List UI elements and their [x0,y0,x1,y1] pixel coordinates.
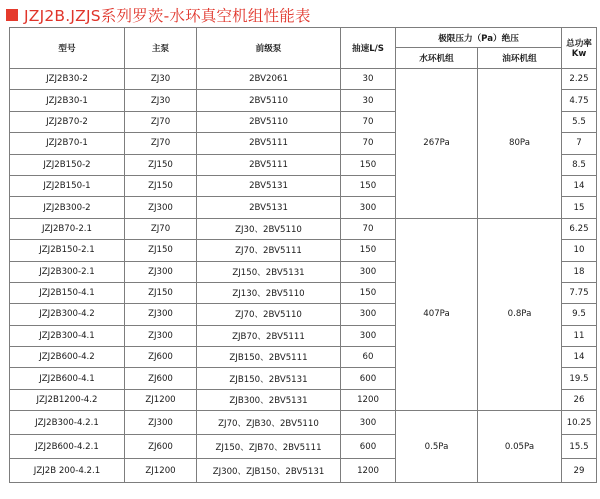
cell-model: JZJ2B30-1 [10,90,125,111]
cell-main-pump: ZJ70 [125,218,197,239]
cell-total-power: 8.5 [562,154,597,175]
cell-speed: 60 [341,347,396,368]
cell-speed: 70 [341,111,396,132]
table-row [10,218,597,239]
cell-main-pump: ZJ30 [125,69,197,90]
cell-model: JZJ2B70-2.1 [10,218,125,239]
cell-backing-pump: 2BV5131 [197,175,341,196]
cell-backing-pump: 2BV2061 [197,69,341,90]
header-power-unit: Kw [571,49,587,59]
cell-total-power: 10 [562,240,597,261]
cell-main-pump: ZJ30 [125,90,197,111]
title-bar [6,4,311,26]
cell-speed: 300 [341,304,396,325]
cell-model: JZJ2B300-4.2 [10,304,125,325]
cell-model: JZJ2B600-4.1 [10,368,125,389]
cell-total-power: 29 [562,459,597,483]
cell-speed: 30 [341,90,396,111]
cell-speed: 300 [341,411,396,435]
cell-backing-pump: 2BV5111 [197,154,341,175]
cell-total-power: 5.5 [562,111,597,132]
cell-main-pump: ZJ150 [125,240,197,261]
header-total-power-label: 总功率 [566,39,592,49]
cell-total-power: 19.5 [562,368,597,389]
cell-total-power: 10.25 [562,411,597,435]
cell-total-power: 14 [562,347,597,368]
cell-main-pump: ZJ150 [125,154,197,175]
cell-speed: 600 [341,435,396,459]
header-model: 型号 [10,28,125,69]
header-ultimate-pressure: 极限压力（Pa）绝压 [396,28,562,48]
cell-model: JZJ2B300-4.1 [10,325,125,346]
cell-speed: 70 [341,133,396,154]
cell-backing-pump: ZJ70、2BV5111 [197,240,341,261]
cell-main-pump: ZJ300 [125,261,197,282]
cell-main-pump: ZJ600 [125,435,197,459]
cell-speed: 30 [341,69,396,90]
cell-backing-pump: ZJ130、2BV5110 [197,282,341,303]
cell-water-ring-pressure: 0.5Pa [396,411,478,483]
cell-speed: 150 [341,175,396,196]
cell-speed: 300 [341,261,396,282]
cell-model: JZJ2B300-2.1 [10,261,125,282]
cell-total-power: 18 [562,261,597,282]
cell-total-power: 14 [562,175,597,196]
header-total-power [562,28,597,69]
cell-total-power: 7 [562,133,597,154]
table-row [10,411,597,435]
cell-model: JZJ2B70-1 [10,133,125,154]
cell-total-power: 26 [562,389,597,410]
cell-model: JZJ2B300-4.2.1 [10,411,125,435]
title-marker-icon [6,9,18,21]
cell-backing-pump: ZJB300、2BV5131 [197,389,341,410]
table-body [10,69,597,483]
cell-oil-ring-pressure: 0.8Pa [478,218,562,411]
cell-model: JZJ2B300-2 [10,197,125,218]
cell-water-ring-pressure: 267Pa [396,69,478,219]
cell-main-pump: ZJ1200 [125,389,197,410]
cell-total-power: 9.5 [562,304,597,325]
cell-main-pump: ZJ300 [125,304,197,325]
cell-model: JZJ2B150-2.1 [10,240,125,261]
cell-total-power: 2.25 [562,69,597,90]
cell-model: JZJ2B30-2 [10,69,125,90]
cell-main-pump: ZJ300 [125,325,197,346]
cell-model: JZJ2B150-4.1 [10,282,125,303]
cell-main-pump: ZJ600 [125,347,197,368]
cell-total-power: 6.25 [562,218,597,239]
cell-backing-pump: ZJ30、2BV5110 [197,218,341,239]
cell-main-pump: ZJ70 [125,111,197,132]
cell-backing-pump: ZJB150、2BV5111 [197,347,341,368]
cell-main-pump: ZJ600 [125,368,197,389]
cell-backing-pump: 2BV5110 [197,90,341,111]
cell-backing-pump: ZJB70、2BV5111 [197,325,341,346]
header-main-pump: 主泵 [125,28,197,69]
cell-backing-pump: ZJ150、ZJB70、2BV5111 [197,435,341,459]
cell-speed: 1200 [341,389,396,410]
cell-main-pump: ZJ70 [125,133,197,154]
cell-total-power: 4.75 [562,90,597,111]
cell-oil-ring-pressure: 0.05Pa [478,411,562,483]
cell-backing-pump: ZJB150、2BV5131 [197,368,341,389]
cell-backing-pump: 2BV5111 [197,133,341,154]
cell-model: JZJ2B 200-4.2.1 [10,459,125,483]
cell-speed: 300 [341,325,396,346]
cell-model: JZJ2B1200-4.2 [10,389,125,410]
cell-model: JZJ2B600-4.2.1 [10,435,125,459]
cell-backing-pump: ZJ300、ZJB150、2BV5131 [197,459,341,483]
cell-model: JZJ2B150-2 [10,154,125,175]
cell-speed: 70 [341,218,396,239]
table-row [10,69,597,90]
cell-oil-ring-pressure: 80Pa [478,69,562,219]
cell-backing-pump: ZJ150、2BV5131 [197,261,341,282]
header-oil-ring: 油环机组 [478,48,562,69]
cell-main-pump: ZJ300 [125,411,197,435]
cell-water-ring-pressure: 407Pa [396,218,478,411]
cell-speed: 150 [341,240,396,261]
cell-speed: 600 [341,368,396,389]
cell-speed: 300 [341,197,396,218]
cell-backing-pump: 2BV5131 [197,197,341,218]
cell-total-power: 15 [562,197,597,218]
cell-main-pump: ZJ1200 [125,459,197,483]
cell-total-power: 15.5 [562,435,597,459]
header-speed: 抽速L/S [341,28,396,69]
cell-main-pump: ZJ150 [125,175,197,196]
cell-model: JZJ2B70-2 [10,111,125,132]
cell-total-power: 11 [562,325,597,346]
cell-main-pump: ZJ150 [125,282,197,303]
cell-speed: 1200 [341,459,396,483]
cell-model: JZJ2B600-4.2 [10,347,125,368]
cell-backing-pump: ZJ70、ZJB30、2BV5110 [197,411,341,435]
cell-backing-pump: ZJ70、2BV5110 [197,304,341,325]
cell-speed: 150 [341,154,396,175]
page-title: JZJ2B.JZJS系列罗茨-水环真空机组性能表 [24,7,311,25]
cell-total-power: 7.75 [562,282,597,303]
header-water-ring: 水环机组 [396,48,478,69]
header-backing-pump: 前级泵 [197,28,341,69]
cell-main-pump: ZJ300 [125,197,197,218]
cell-speed: 150 [341,282,396,303]
cell-model: JZJ2B150-1 [10,175,125,196]
cell-backing-pump: 2BV5110 [197,111,341,132]
performance-table [9,27,597,483]
